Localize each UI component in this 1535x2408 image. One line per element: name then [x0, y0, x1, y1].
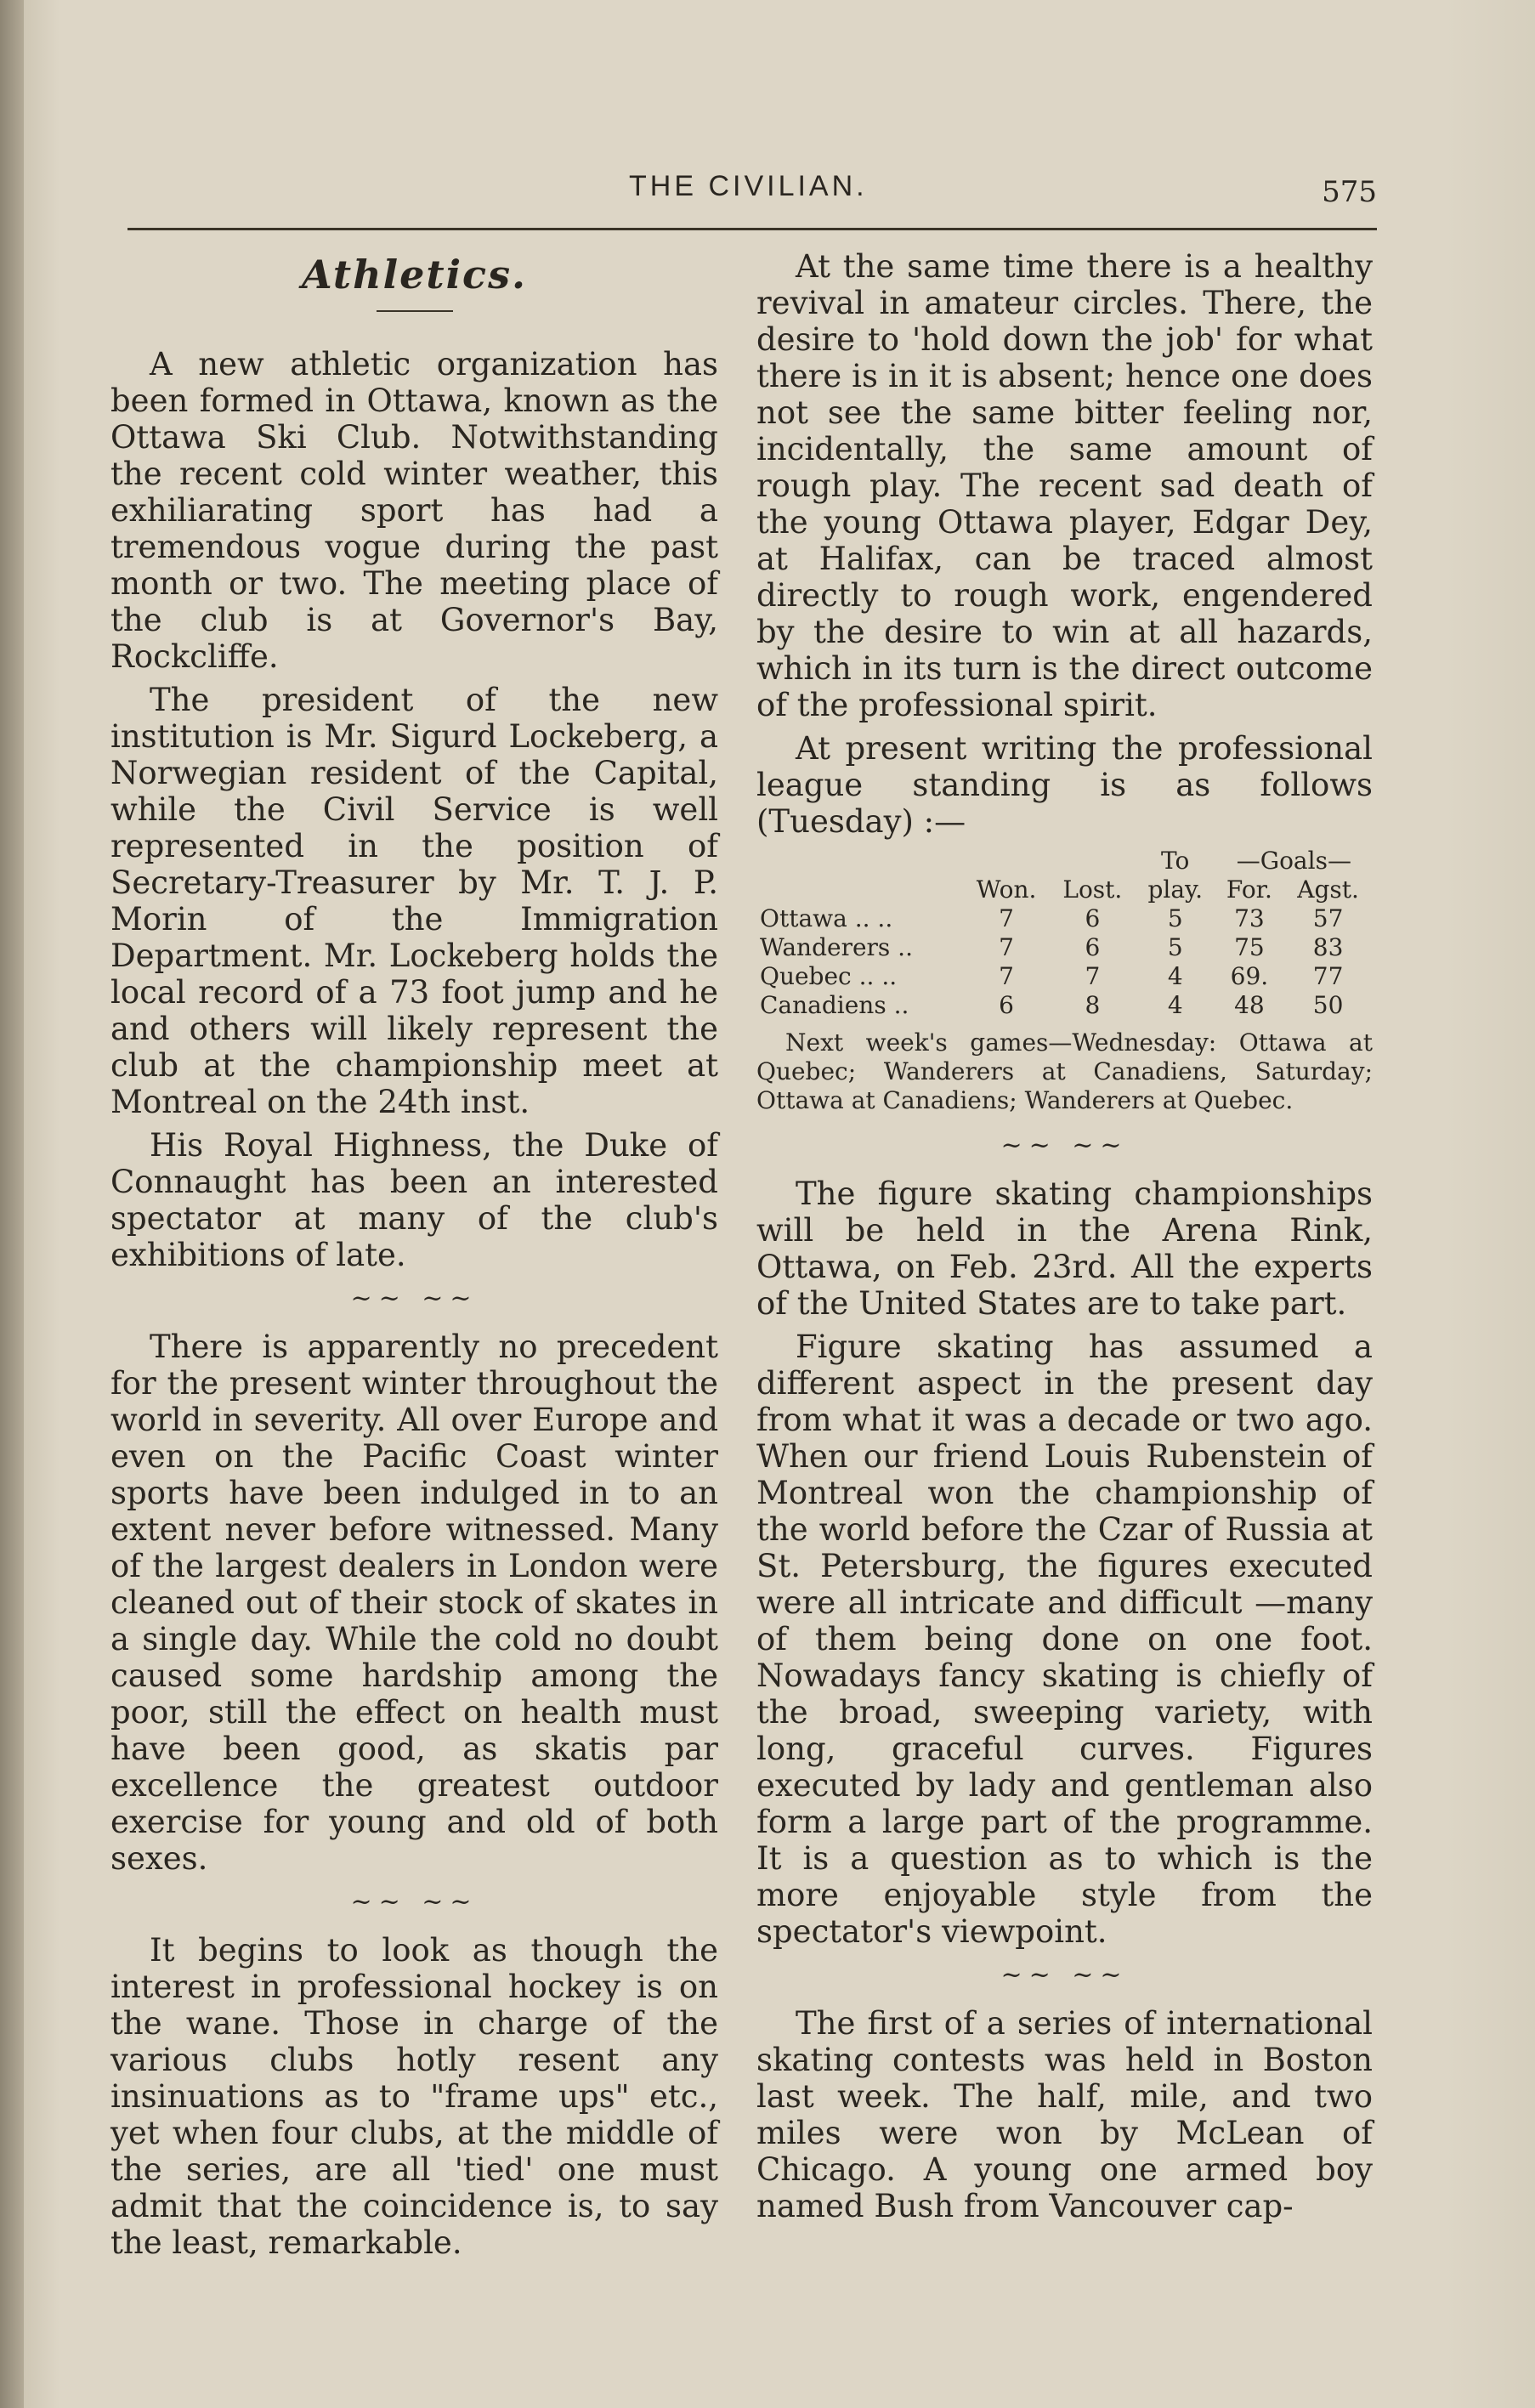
paragraph: His Royal Highness, the Duke of Connaught has been an interested spectator at many of the club's exhibitions of late. [110, 1127, 718, 1273]
column-header: Agst. [1297, 875, 1359, 904]
ornament-divider: ~~ ~~ [1000, 1960, 1129, 1990]
left-column [110, 248, 718, 2268]
column-header: To [1161, 847, 1190, 875]
paragraph: The president of the new institution is Mr. Sigurd Lockeberg, a Norwegian resident of the Capital, while the Civil Service is well represented in the position of Secretary-Treasurer by Mr. T. J. P. Morin of the Immigration Department. Mr. Lockeberg holds the local record of a 73 foot jump and he and others will likely represent the club at the championship meet at Montreal on the 24th inst. [110, 682, 718, 1120]
team-cell: Canadiens .. [760, 991, 909, 1019]
team-cell: Ottawa .. .. [760, 904, 893, 932]
paragraph: Figure skating has assumed a different aspect in the present day from what it was a decade or two ago. When our friend Louis Rubenstein of Montreal won the championship of the world before the Czar of Russia at St. Petersburg, the figures executed were all intricate and difficult —many of them being done on one foot. Nowadays fancy skating is chiefly of the broad, sweeping variety, with long, graceful curves. Figures executed by lady and gentleman also form a large part of the programme. It is a question as to which is the more enjoyable style from the spectator's viewpoint. [756, 1329, 1373, 1950]
table-header-row [756, 847, 1373, 875]
table-cell: 48 [1234, 991, 1265, 1019]
table-cell: 7 [1085, 962, 1101, 990]
column-header: —Goals— [1236, 847, 1351, 875]
table-cell: 4 [1167, 991, 1183, 1019]
page-number: 575 [1322, 175, 1377, 209]
ornament-divider: ~~ ~~ [350, 1283, 479, 1313]
title-rule [377, 310, 453, 312]
table-row [756, 933, 1373, 962]
table-row [756, 962, 1373, 991]
page-header [127, 170, 1377, 221]
table-cell: 83 [1312, 933, 1344, 961]
table-cell: 8 [1085, 991, 1101, 1019]
paragraph: The first of a series of international skating contests was held in Boston last week. The half, mile, and two miles were won by McLean of Chicago. A young one armed boy named Bush from Vancouver cap- [756, 2005, 1373, 2224]
table-cell: 57 [1312, 904, 1344, 932]
paragraph: A new athletic organization has been formed in Ottawa, known as the Ottawa Ski Club. Notwithstanding the recent cold winter weather, this exhiliarating sport has had a tremendous vogue during the past month or two. The meeting place of the club is at Governor's Bay, Rockcliffe. [110, 346, 718, 675]
column-header: Won. [976, 875, 1037, 904]
right-column [756, 248, 1373, 2231]
table-cell: 7 [999, 962, 1014, 990]
paragraph: At the same time there is a healthy revival in amateur circles. There, the desire to 'hold down the job' for what there is in it is absent; hence one does not see the same bitter feeling nor, incidentally, the same amount of rough play. The recent sad death of the young Ottawa player, Edgar Dey, at Halifax, can be traced almost directly to rough work, engendered by the desire to win at all hazards, which in its turn is the direct outcome of the professional spirit. [756, 248, 1373, 723]
table-cell: 7 [999, 933, 1014, 961]
header-rule [127, 228, 1377, 230]
table-cell: 4 [1167, 962, 1183, 990]
column-header: Lost. [1062, 875, 1123, 904]
ornament-divider: ~~ ~~ [1000, 1130, 1129, 1160]
table-header-row [756, 875, 1373, 904]
paragraph: It begins to look as though the interest in professional hockey is on the wane. Those in charge of the various clubs hotly resent any insinuations as to "frame ups" etc., yet when four clubs, at the middle of the series, are all 'tied' one must admit that the coincidence is, to say the least, remarkable. [110, 1932, 718, 2261]
paragraph: The figure skating championships will be held in the Arena Rink, Ottawa, on Feb. 23rd. All the experts of the United States are to take part. [756, 1176, 1373, 1322]
team-cell: Wanderers .. [760, 933, 913, 961]
table-cell: 50 [1312, 991, 1344, 1019]
table-cell: 73 [1234, 904, 1265, 932]
table-cell: 6 [1085, 933, 1101, 961]
table-cell: 6 [999, 991, 1014, 1019]
book-spine [0, 0, 24, 2408]
next-games-note: Next week's games—Wednesday: Ottawa at Quebec; Wanderers at Canadiens, Saturday; Ottawa at Canadiens; Wanderers at Quebec. [756, 1028, 1373, 1114]
paragraph: At present writing the professional league standing is as follows (Tuesday) :— [756, 730, 1373, 840]
column-header: play. [1147, 875, 1204, 904]
team-cell: Quebec .. .. [760, 962, 898, 990]
section-title: Athletics. [302, 252, 527, 297]
table-cell: 69. [1230, 962, 1269, 990]
table-cell: 6 [1085, 904, 1101, 932]
table-cell: 77 [1312, 962, 1344, 990]
table-row [756, 991, 1373, 1020]
column-header: For. [1226, 875, 1272, 904]
ornament-divider: ~~ ~~ [350, 1887, 479, 1917]
table-cell: 7 [999, 904, 1014, 932]
running-title: THE CIVILIAN. [629, 170, 868, 202]
table-cell: 75 [1234, 933, 1265, 961]
table-cell: 5 [1167, 904, 1183, 932]
league-standings-table [756, 847, 1373, 1020]
table-cell: 5 [1167, 933, 1183, 961]
table-row [756, 904, 1373, 933]
paragraph: There is apparently no precedent for the present winter throughout the world in severity. All over Europe and even on the Pacific Coast winter sports have been indulged in to an extent never before witnessed. Many of the largest dealers in London were cleaned out of their stock of skates in a single day. While the cold no doubt caused some hardship among the poor, still the effect on health must have been good, as skatis par excellence the greatest outdoor exercise for young and old of both sexes. [110, 1329, 718, 1877]
